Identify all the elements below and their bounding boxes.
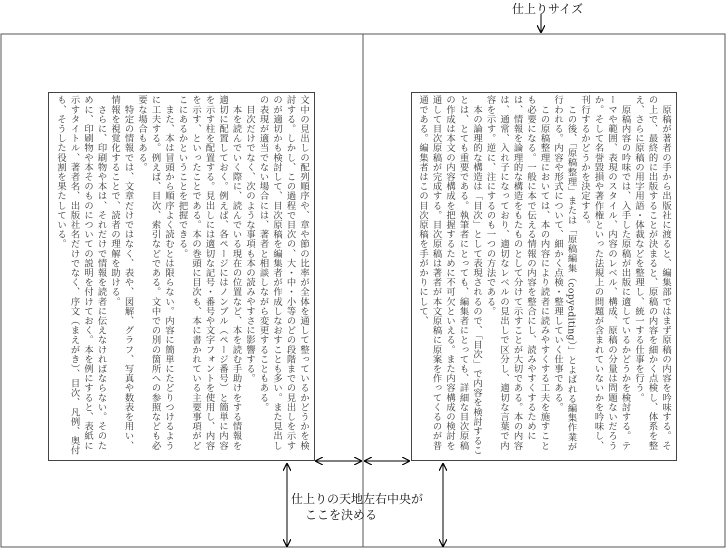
center-note-line1: 仕上りの天地左右中央が xyxy=(291,492,424,506)
center-note-line2: ここを決める xyxy=(305,508,378,522)
right-page-text: 原稿が著者の手から出版社に渡ると、編集部ではまず原稿の内容を吟味する。その上で、最終的に出版することが決まると、原稿の内容を細かく点検し、体系を整え、さらに原稿の用字用語・体裁などを整理し、統一する仕事を行う。 原稿内容の吟味では、入手した原稿が出版に適しているかどうかを検討する。テーマや範囲、表現のスタイル、内容のレベル、構成、原稿の分量は問題ないだろうか。そして名誉毀損や著作権といった法規上の問題が含まれていないかを吟味し、刊行するかどうかを決定する。 この後、「原稿整理」または「原稿編集（copyediting）」とよばれる編集作業が行われる。内容や形式について、細かく点検・整理していく仕事である。 この原稿整理においては、本の内容により読者に読みやすくする工夫を施すことも必要になる。一般に本で伝える情報の内容を整合にし、読みやすくするためには、情報を論理的な構造をもたものとして分けて示すことが大切である。本の内容は、通常、入れ子になっており、適切なレベルの見出しで区分し、適切な言葉で内容を示す。逆に、注にするのも一つの方法である。 本の論理的な構造は「目次」として表現されるので、「目次」で内容を検討することは、とても重要である。執筆者にとっても、編集者にとっても、詳細な目次原稿の作成は本文の内容構成を把握するために不可欠といえる。また内容構成の検討を通して目次原稿が完成する。目次原稿は著者が本文原稿に原案を作ってくるのが普通である。編集者はこの目次原稿を手がかりにして、 xyxy=(417,95,671,456)
left-text-block xyxy=(48,92,315,461)
right-text-block xyxy=(411,92,677,461)
left-page-text: 文中の見出しの配列順序や、章や節の比率が全体を通して整っているかどうかを検討する。しかし、この過程で目次の、大・中・小等のどの段階までの見出しを示すのが適切かも検討して、目次原稿を編集者が作成しなおすことも多い。また見出しの表現が適当でない場合には、著者と相談しながら変更することもある。 目次だけでなく、次のような事項も本の読みやすさに影響する。 本を読んでいく際に、読んでいる現在の位置など、本を読む手助けをする情報を適切に配置しておく。例えば、各ページにはノンブル（ページ番号）と簡単に内容を示す柱を配置する。見出しには適切な記号・番号や文字フォントを使用し、内容を示す、といったことである。本の巻頭に目次も、本に書かれている主要事項がどこにあるかということを把握できる。 また、本は冒頭から順序よく読むとは限らない。内容に簡単にたどりつけるように工夫する。例えば、目次、索引などである。文中での別の箇所への参照なども必要な場合もある。 特定の情報では、文章だけではなく、表や、図解、グラフ、写真や数表を用い、情報を視覚化することで、読者の理解を助ける。 さらに、印刷物や本は、それだけで情報を読者に伝えなければならない。そのために、印刷物や本そのものについての説明を付けておく。本を例にすると、表紙に示すタイトル、著者名、出版社名だけでなく、序文（まえがき）、目次、凡例、奥付も、そうした役割を果たしている。 xyxy=(55,95,309,456)
finished-size-label: 仕上りサイズ xyxy=(512,2,584,16)
